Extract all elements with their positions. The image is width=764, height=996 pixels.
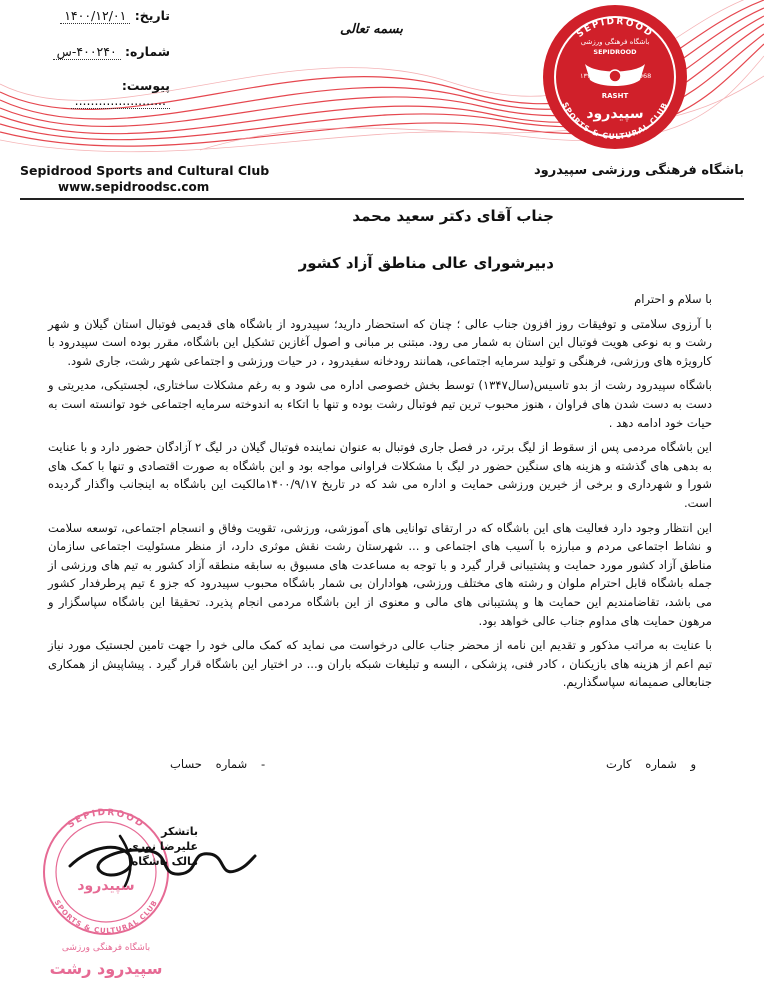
number-value: ۴۰۰۲۴۰-س <box>53 44 121 60</box>
basmala-heading: بسمه تعالی <box>340 22 403 37</box>
date-value: ۱۴۰۰/۱۲/۰۱ <box>60 8 130 24</box>
card-number-line: و شماره کارت <box>606 757 697 771</box>
signature-name: علیرضا نوری <box>128 840 198 853</box>
logo-year-fa: ۱۳۴۷ <box>580 72 594 80</box>
attachment-label: پیوست: <box>121 78 170 93</box>
number-row <box>30 44 170 59</box>
attachment-row <box>30 78 170 108</box>
logo-wordmark: سپیدرود <box>586 106 644 122</box>
seal-top-text: SEPIDROOD <box>65 807 146 831</box>
paragraph-1: با آرزوی سلامتی و توفیقات روز افزون جناب عالی ؛ چنان که استحضار دارید؛ سپیدرود از باشگاه های قدیمی فوتبال استان گیلان و شهر رشت و به نوعی هویت فوتبال این استان به شمار می رود. مبتنی بر مبانی و اصول آغازین تشکیل این باشگاه، مقرر بوده است سپیدرود با کارویژه های ورزشی، فرهنگی و تولید سرمایه اجتماعی، همانند رودخانه سفیدرود ، در حیات ورزشی و اجتماعی شهر رشت، جاری شود. <box>48 316 712 368</box>
recipient-title: دبیرشورای عالی مناطق آزاد کشور <box>298 254 554 272</box>
svg-text:SPORTS & CULTURAL CLUB <box>53 899 160 936</box>
logo-inner-name: SEPIDROOD <box>593 48 637 56</box>
seal-bottom-text: SPORTS & CULTURAL CLUB <box>52 898 160 936</box>
handwritten-signature <box>60 826 260 896</box>
seal-club-fa: باشگاه فرهنگی ورزشی <box>61 943 151 953</box>
club-logo <box>540 2 690 152</box>
account-number-line: - شماره حساب <box>170 757 266 771</box>
club-name-english: Sepidrood Sports and Cultural Club <box>20 163 270 178</box>
signature-thanks: باتشکر <box>161 825 198 838</box>
recipient-name: جناب آقای دکتر سعید محمد <box>352 207 554 225</box>
logo-top-text: SEPIDROOD <box>575 16 655 40</box>
header-divider <box>20 198 744 200</box>
logo-bottom-text: SPORTS & CULTURAL CLUB <box>560 100 670 142</box>
date-row <box>30 8 170 23</box>
club-name-persian: باشگاه فرهنگی ورزشی سپیدرود <box>534 163 744 178</box>
greeting: با سلام و احترام <box>634 292 712 306</box>
seal-wordmark: سپیدرود <box>77 878 135 894</box>
paragraph-3: این باشگاه مردمی پس از سقوط از لیگ برتر، در فصل جاری فوتبال به عنوان نماینده فوتبال گیلان در لیگ ۲ آزادگان حضور دارد و با عنایت به بدهی های گذشته و هزینه های سنگین حضور در لیگ با مشکلات فراوانی مواجه بود و این باشگاه به صورت اقتصادی و تنها با کمک های شورا و شهرداری و برخی از خیرین ورزشی حمایت و اداره می شد که در تاریخ ۱۴۰۰/۹/۱۷مالکیت این باشگاه به اینجانب واگذار گردیده است. <box>48 440 712 510</box>
number-label: شماره: <box>125 44 170 59</box>
seal-name-fa: سپیدرود رشت <box>49 959 163 978</box>
letter-body <box>48 290 712 698</box>
club-website: www.sepidroodsc.com <box>58 180 210 194</box>
attachment-value: ....................... <box>71 93 170 109</box>
paragraph-5: با عنایت به مراتب مذکور و تقدیم این نامه از محضر جناب عالی درخواست می نماید که کمک مالی خود را جهت تامین لجستیک مورد نیاز تیم اعم از هزینه های بازیکنان ، کادر فنی، پزشکی ، البسه و تبلیغات شبکه باران و... در اختیار این باشگاه قرار گیرد . پیشاپیش از همکاری جنابعالی صمیمانه سپاسگذاریم. <box>48 638 712 690</box>
logo-year-en: 1968 <box>634 72 652 80</box>
paragraph-2: باشگاه سپیدرود رشت از بدو تاسیس(سال۱۳۴۷) توسط بخش خصوصی اداره می شود و به رغم مشکلات ساختاری، لجستیکی، مدیریتی و دست به دست شدن های فراوان ، هنوز محبوب ترین تیم فوتبال رشت بوده و تنها با اتکاء به اندوخته سرمایه اجتماعی خود توانسته است به حیات خود ادامه دهد . <box>48 378 712 430</box>
signature-role: مالک باشگاه <box>131 855 198 868</box>
date-label: تاریخ: <box>134 8 170 23</box>
paragraph-4: این انتظار وجود دارد فعالیت های این باشگاه که در ارتقای توانایی های آموزشی، ورزشی، تقویت وفاق و انسجام اجتماعی، توسعه سلامت و نشاط اجتماعی مردم و مبارزه با آسیب های اجتماعی و ... شهرستان رشت نقش موثری دارد، از منظر مسئولیت اجتماعی سازمان مناطق آزاد کشور مورد حمایت و پشتیبانی قرار گیرد و با توجه به مساعدت های مسبوق به سابقه منطقه آزاد کشور به تیم های ورزشی از جمله باشگاه قابل احترام ملوان و رشته های مختلف ورزشی، هواداران بی شمار باشگاه محبوب سپیدرود که جزو ٤ تیم پرطرفدار کشور می باشد، تقاضامندیم این حمایت ها و پشتیبانی های مالی و معنوی از این باشگاه مردمی انجام پذیرد. تحقیقا این باشگاه سپاسگزار و مرهون حمایت های مداوم جناب عالی خواهد بود. <box>48 520 712 628</box>
logo-city: RASHT <box>601 92 629 100</box>
logo-inner-fa: باشگاه فرهنگی ورزشی <box>580 38 650 46</box>
